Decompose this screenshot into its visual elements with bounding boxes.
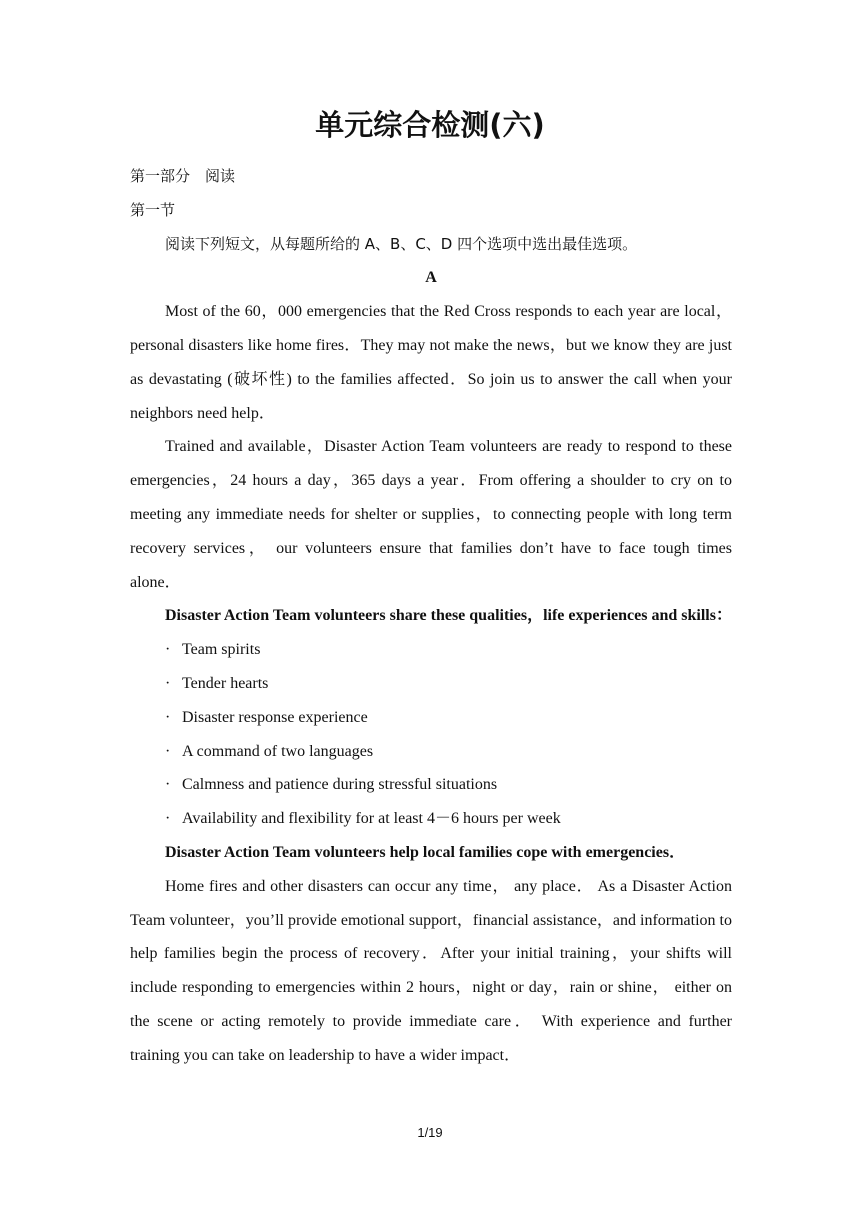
document-title: 单元综合检测(六): [315, 108, 545, 142]
list-item: · Availability and flexibility for at least 4－6 hours per week: [130, 802, 732, 836]
section-heading: 第一部分 阅读: [130, 167, 236, 185]
qualities-heading: Disaster Action Team volunteers share these qualities，life experiences and skills：: [165, 607, 732, 625]
help-heading: Disaster Action Team volunteers help local families cope with emergencies．: [165, 843, 686, 861]
instruction-text: 阅读下列短文，从每题所给的 A、B、C、D 四个选项中选出最佳选项。: [165, 234, 638, 253]
page-number: 1/19: [417, 1125, 443, 1140]
document-body: [130, 160, 732, 1073]
bullet-icon: ·: [165, 776, 171, 794]
subsection-heading: 第一节: [130, 200, 176, 219]
list-item: · Disaster response experience: [130, 701, 732, 735]
list-item: · Calmness and patience during stressful situations: [130, 768, 732, 802]
bullet-icon: ·: [165, 708, 171, 726]
list-item: · A command of two languages: [130, 735, 732, 769]
paragraph: Home fires and other disasters can occur any time， any place． As a Disaster Action Team volunteer，you’ll provide emotional support，financial assistance，and information to help families begin the process of recovery．After your initial training，your shifts will include responding to emergencies within 2 hours，night or day，rain or shine， either on the scene or acting remotely to provide immediate care． With experience and further training you can take on leadership to have a wider impact．: [130, 877, 732, 1064]
bullet-icon: ·: [165, 742, 171, 760]
list-item: · Team spirits: [130, 633, 732, 667]
bullet-icon: ·: [165, 641, 171, 659]
bullet-icon: ·: [165, 674, 171, 692]
passage-label: A: [425, 269, 437, 287]
list-item: · Tender hearts: [130, 667, 732, 701]
paragraph: Most of the 60，000 emergencies that the Red Cross responds to each year are local，personal disasters like home fires．They may not make the news，but we know they are just as devastating (破坏性) to the families affected．So join us to answer the call when your neighbors need help．: [130, 303, 732, 422]
bullet-icon: ·: [165, 810, 171, 828]
paragraph: Trained and available，Disaster Action Team volunteers are ready to respond to these emergencies，24 hours a day，365 days a year．From offering a shoulder to cry on to meeting any immediate needs for shelter or supplies，to connecting people with long term recovery services， our volunteers ensure that families don’t have to face tough times alone．: [130, 438, 732, 591]
